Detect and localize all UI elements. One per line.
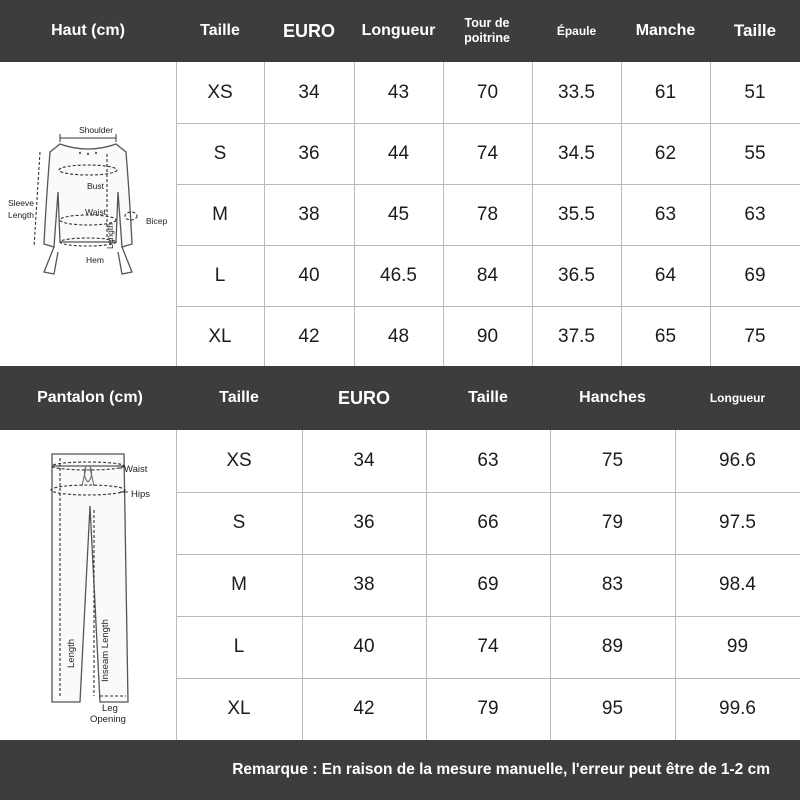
table-cell: 36 xyxy=(298,142,320,164)
fig-label-shoulder: Shoulder xyxy=(79,125,114,135)
table-cell: L xyxy=(233,636,245,657)
table-cell: 63 xyxy=(744,203,766,225)
table-cell: 34.5 xyxy=(558,142,595,164)
table-cell: 84 xyxy=(476,264,499,286)
table-cell: 75 xyxy=(601,450,624,471)
top-header-waist: Taille xyxy=(733,21,777,40)
bottom-table-body xyxy=(0,430,800,740)
table-row xyxy=(176,492,800,555)
table-cell: 40 xyxy=(298,264,320,286)
table-cell: 42 xyxy=(298,325,320,347)
table-cell: 48 xyxy=(387,325,410,347)
bottom-garment-figure xyxy=(0,430,176,740)
top-header-chest: Tour de poitrine xyxy=(464,16,510,45)
table-cell: 45 xyxy=(387,203,410,225)
table-row xyxy=(176,306,800,367)
table-cell: 78 xyxy=(476,203,499,225)
table-cell: 35.5 xyxy=(558,203,595,225)
table-row xyxy=(176,554,800,617)
table-cell: 79 xyxy=(477,698,499,719)
table-cell: 69 xyxy=(477,574,499,595)
table-cell: 90 xyxy=(476,325,499,347)
top-header-length: Longueur xyxy=(361,22,436,39)
table-row xyxy=(176,678,800,740)
table-cell: 46.5 xyxy=(380,264,417,286)
fig-label-bust: Bust xyxy=(87,181,105,191)
table-cell: 74 xyxy=(476,142,499,164)
top-header-size: Taille xyxy=(200,22,240,39)
table-cell: 65 xyxy=(654,325,677,347)
fig-label-inseam: Inseam Length xyxy=(100,619,111,682)
table-cell: S xyxy=(213,142,227,164)
table-row xyxy=(176,616,800,679)
table-cell: L xyxy=(214,264,226,286)
table-cell: 97.5 xyxy=(719,512,756,533)
top-header-section: Haut (cm) xyxy=(51,22,125,39)
table-cell: 79 xyxy=(601,512,624,533)
fig-label-leg-1: Leg xyxy=(102,703,118,714)
table-cell: 69 xyxy=(744,264,766,286)
table-cell: 63 xyxy=(477,450,499,471)
table-cell: 74 xyxy=(477,636,499,657)
table-cell: 55 xyxy=(744,142,766,164)
table-cell: 37.5 xyxy=(558,325,595,347)
fig-label-bicep: Bicep xyxy=(146,216,168,226)
table-cell: XS xyxy=(226,450,252,471)
table-cell: XL xyxy=(227,698,251,719)
table-cell: 36.5 xyxy=(558,264,595,286)
fig-label-sleeve-1: Sleeve xyxy=(8,198,34,208)
table-row xyxy=(176,62,800,124)
table-cell: 38 xyxy=(298,203,320,225)
bottom-header-length: Longueur xyxy=(709,391,766,405)
table-cell: 33.5 xyxy=(558,81,595,103)
footer-note: Remarque : En raison de la mesure manuelle, l'erreur peut être de 1-2 cm xyxy=(232,761,770,778)
table-row xyxy=(176,245,800,307)
table-cell: 75 xyxy=(744,325,766,347)
table-cell: 34 xyxy=(298,81,320,103)
top-table-header xyxy=(0,0,800,62)
table-cell: M xyxy=(212,203,228,225)
table-cell: 95 xyxy=(601,698,624,719)
top-header-sleeve: Manche xyxy=(635,22,696,39)
fig-label-length: Length xyxy=(66,638,77,668)
fig-label-waist: Waist xyxy=(85,207,106,217)
table-cell: 99.6 xyxy=(719,698,756,719)
pants-diagram-icon xyxy=(0,430,176,740)
fig-label-hem: Hem xyxy=(86,255,104,265)
table-row xyxy=(176,184,800,246)
table-cell: XL xyxy=(208,325,232,347)
table-cell: 66 xyxy=(477,512,499,533)
table-cell: XS xyxy=(207,81,233,103)
table-row xyxy=(176,123,800,185)
fig-label-leg-2: Opening xyxy=(90,714,126,725)
table-cell: 36 xyxy=(353,512,375,533)
top-garment-figure xyxy=(0,62,176,366)
shirt-diagram-icon xyxy=(0,62,176,366)
table-cell: 70 xyxy=(476,81,499,103)
table-row xyxy=(176,430,800,493)
top-header-shoulder: Épaule xyxy=(556,24,597,38)
fig-label-waist: Waist xyxy=(124,464,148,475)
bottom-header-waist: Taille xyxy=(468,389,508,406)
table-cell: 43 xyxy=(387,81,410,103)
table-cell: 96.6 xyxy=(719,450,756,471)
fig-label-sleeve-2: Length xyxy=(8,210,34,220)
fig-label-length: Length xyxy=(105,223,115,249)
table-cell: 63 xyxy=(654,203,677,225)
bottom-header-euro: EURO xyxy=(337,387,390,408)
table-cell: M xyxy=(231,574,247,595)
bottom-header-size: Taille xyxy=(219,389,259,406)
table-cell: 62 xyxy=(654,142,677,164)
table-cell: 34 xyxy=(353,450,375,471)
fig-label-hips: Hips xyxy=(131,489,151,500)
table-cell: S xyxy=(232,512,246,533)
table-cell: 98.4 xyxy=(719,574,756,595)
table-cell: 42 xyxy=(353,698,375,719)
table-cell: 83 xyxy=(601,574,624,595)
table-cell: 61 xyxy=(654,81,677,103)
table-cell: 51 xyxy=(744,81,766,103)
top-table-body xyxy=(0,62,800,366)
top-header-euro: EURO xyxy=(282,20,335,41)
bottom-header-section: Pantalon (cm) xyxy=(37,389,143,406)
footer-note-bar xyxy=(0,740,800,800)
bottom-table-header xyxy=(0,366,800,430)
table-cell: 44 xyxy=(387,142,410,164)
table-cell: 40 xyxy=(353,636,375,657)
table-cell: 38 xyxy=(353,574,375,595)
table-cell: 89 xyxy=(601,636,624,657)
table-cell: 64 xyxy=(654,264,677,286)
table-cell: 99 xyxy=(726,636,749,657)
bottom-header-hips: Hanches xyxy=(579,389,646,406)
